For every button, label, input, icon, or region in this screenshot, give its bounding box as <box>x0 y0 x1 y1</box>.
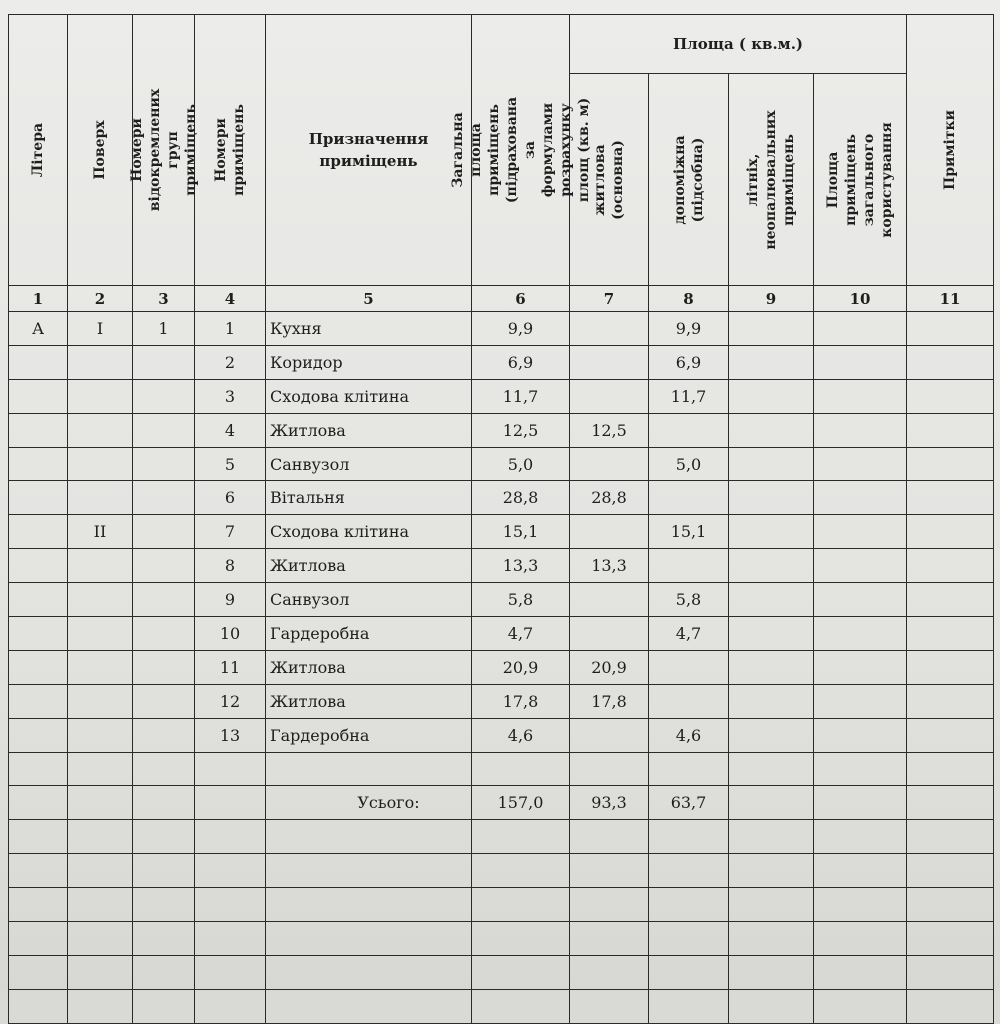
cell-empty <box>729 786 814 820</box>
cell-total: 5,0 <box>472 447 570 481</box>
cell-empty <box>729 549 814 583</box>
cell-empty <box>907 922 994 956</box>
cell-empty <box>729 922 814 956</box>
empty-row <box>9 922 994 956</box>
cell-num: 3 <box>195 379 266 413</box>
cell-empty <box>9 820 68 854</box>
cell-floor <box>68 481 133 515</box>
cell-empty <box>9 989 68 1023</box>
total-living: 93,3 <box>570 786 649 820</box>
cell-name: Гардеробна <box>266 617 472 651</box>
cell-empty <box>68 955 133 989</box>
cell-empty <box>133 752 195 786</box>
cell-empty <box>472 752 570 786</box>
empty-row <box>9 820 994 854</box>
cell-lit <box>9 515 68 549</box>
cell-empty <box>814 583 907 617</box>
cell-empty <box>649 989 729 1023</box>
cell-total: 4,7 <box>472 617 570 651</box>
cell-empty <box>195 752 266 786</box>
col-number: 7 <box>570 286 649 312</box>
header-total-area: Загальна площа приміщень (підрахована за формулами розрахунку площ (кв. м) <box>472 15 570 286</box>
cell-floor <box>68 549 133 583</box>
header-living: житлова (основна) <box>570 74 649 286</box>
cell-aux: 5,0 <box>649 447 729 481</box>
cell-empty <box>68 752 133 786</box>
cell-empty <box>814 379 907 413</box>
cell-living: 28,8 <box>570 481 649 515</box>
table-row <box>9 379 994 413</box>
cell-living <box>570 617 649 651</box>
cell-lit <box>9 345 68 379</box>
cell-num: 4 <box>195 413 266 447</box>
cell-empty <box>266 820 472 854</box>
cell-aux: 9,9 <box>649 312 729 346</box>
cell-empty <box>907 684 994 718</box>
header-purpose: Призначення приміщень <box>266 15 472 286</box>
cell-lit <box>9 684 68 718</box>
cell-empty <box>133 922 195 956</box>
cell-name: Гардеробна <box>266 718 472 752</box>
header-rooms: Номери приміщень <box>195 15 266 286</box>
cell-group <box>133 379 195 413</box>
cell-empty <box>472 989 570 1023</box>
cell-empty <box>472 820 570 854</box>
cell-empty <box>907 888 994 922</box>
cell-group <box>133 345 195 379</box>
cell-total: 11,7 <box>472 379 570 413</box>
cell-group: 1 <box>133 312 195 346</box>
cell-floor: I <box>68 312 133 346</box>
cell-empty <box>9 888 68 922</box>
cell-empty <box>814 345 907 379</box>
table-row <box>9 617 994 651</box>
cell-empty <box>729 650 814 684</box>
header-common: Площа приміщень загального користування <box>814 74 907 286</box>
cell-empty <box>729 312 814 346</box>
cell-empty <box>814 312 907 346</box>
cell-aux: 11,7 <box>649 379 729 413</box>
table-row <box>9 549 994 583</box>
cell-living: 13,3 <box>570 549 649 583</box>
cell-group <box>133 684 195 718</box>
cell-empty <box>133 955 195 989</box>
header-area-group: Площа ( кв.м.) <box>570 15 907 74</box>
column-number-row <box>9 286 994 312</box>
cell-total: 13,3 <box>472 549 570 583</box>
cell-aux <box>649 684 729 718</box>
cell-empty <box>133 888 195 922</box>
cell-empty <box>814 718 907 752</box>
col-number: 5 <box>266 286 472 312</box>
empty-row <box>9 955 994 989</box>
cell-empty <box>68 989 133 1023</box>
cell-lit <box>9 617 68 651</box>
cell-name: Коридор <box>266 345 472 379</box>
table-row <box>9 447 994 481</box>
cell-name: Житлова <box>266 549 472 583</box>
header-groups: Номери відокремлених груп приміщень <box>133 15 195 286</box>
cell-empty <box>907 447 994 481</box>
col-number: 1 <box>9 286 68 312</box>
cell-aux <box>649 549 729 583</box>
cell-floor <box>68 650 133 684</box>
cell-empty <box>729 447 814 481</box>
cell-lit <box>9 447 68 481</box>
cell-empty <box>729 379 814 413</box>
col-number: 6 <box>472 286 570 312</box>
cell-empty <box>729 345 814 379</box>
cell-empty <box>729 684 814 718</box>
cell-aux: 5,8 <box>649 583 729 617</box>
cell-total: 15,1 <box>472 515 570 549</box>
cell-empty <box>68 854 133 888</box>
cell-group <box>133 515 195 549</box>
cell-empty <box>907 786 994 820</box>
cell-empty <box>907 752 994 786</box>
table-row <box>9 684 994 718</box>
table-row <box>9 345 994 379</box>
empty-row <box>9 854 994 888</box>
cell-empty <box>195 786 266 820</box>
cell-empty <box>266 922 472 956</box>
cell-empty <box>472 854 570 888</box>
cell-empty <box>907 413 994 447</box>
cell-empty <box>814 820 907 854</box>
cell-group <box>133 617 195 651</box>
cell-group <box>133 583 195 617</box>
cell-living <box>570 345 649 379</box>
cell-empty <box>9 752 68 786</box>
cell-floor <box>68 684 133 718</box>
cell-empty <box>570 752 649 786</box>
cell-lit: А <box>9 312 68 346</box>
header-floor: Поверх <box>68 15 133 286</box>
cell-aux: 4,6 <box>649 718 729 752</box>
empty-row <box>9 989 994 1023</box>
cell-name: Кухня <box>266 312 472 346</box>
cell-empty <box>907 379 994 413</box>
cell-empty <box>907 549 994 583</box>
cell-num: 8 <box>195 549 266 583</box>
cell-empty <box>729 752 814 786</box>
cell-num: 11 <box>195 650 266 684</box>
cell-empty <box>729 583 814 617</box>
cell-aux: 4,7 <box>649 617 729 651</box>
col-number: 3 <box>133 286 195 312</box>
cell-aux <box>649 413 729 447</box>
cell-empty <box>907 854 994 888</box>
cell-aux <box>649 650 729 684</box>
total-aux: 63,7 <box>649 786 729 820</box>
cell-empty <box>729 820 814 854</box>
cell-living <box>570 583 649 617</box>
cell-floor <box>68 583 133 617</box>
cell-empty <box>814 888 907 922</box>
table-row <box>9 312 994 346</box>
cell-empty <box>729 413 814 447</box>
cell-empty <box>814 854 907 888</box>
cell-name: Житлова <box>266 413 472 447</box>
cell-living <box>570 447 649 481</box>
cell-lit <box>9 650 68 684</box>
cell-empty <box>814 549 907 583</box>
cell-num: 6 <box>195 481 266 515</box>
cell-total: 6,9 <box>472 345 570 379</box>
cell-living <box>570 379 649 413</box>
header-notes: Примітки <box>907 15 994 286</box>
cell-total: 4,6 <box>472 718 570 752</box>
cell-empty <box>907 515 994 549</box>
cell-empty <box>570 989 649 1023</box>
cell-empty <box>814 752 907 786</box>
cell-group <box>133 447 195 481</box>
cell-num: 5 <box>195 447 266 481</box>
col-number: 9 <box>729 286 814 312</box>
cell-floor <box>68 413 133 447</box>
cell-living <box>570 515 649 549</box>
cell-lit <box>9 413 68 447</box>
cell-empty <box>472 922 570 956</box>
cell-empty <box>133 854 195 888</box>
cell-empty <box>266 989 472 1023</box>
cell-num: 7 <box>195 515 266 549</box>
cell-empty <box>649 820 729 854</box>
cell-floor: II <box>68 515 133 549</box>
cell-aux: 6,9 <box>649 345 729 379</box>
cell-name: Санвузол <box>266 583 472 617</box>
cell-group <box>133 549 195 583</box>
table-row <box>9 413 994 447</box>
cell-floor <box>68 345 133 379</box>
cell-total: 12,5 <box>472 413 570 447</box>
cell-empty <box>266 955 472 989</box>
cell-empty <box>814 989 907 1023</box>
cell-empty <box>9 786 68 820</box>
col-number: 10 <box>814 286 907 312</box>
cell-empty <box>907 955 994 989</box>
cell-empty <box>907 312 994 346</box>
cell-empty <box>195 989 266 1023</box>
cell-empty <box>472 955 570 989</box>
cell-empty <box>570 820 649 854</box>
cell-empty <box>729 888 814 922</box>
cell-num: 9 <box>195 583 266 617</box>
cell-num: 13 <box>195 718 266 752</box>
cell-empty <box>649 752 729 786</box>
cell-empty <box>814 617 907 651</box>
cell-empty <box>195 888 266 922</box>
cell-lit <box>9 481 68 515</box>
cell-empty <box>907 718 994 752</box>
cell-empty <box>649 854 729 888</box>
cell-empty <box>68 922 133 956</box>
cell-total: 5,8 <box>472 583 570 617</box>
cell-total: 17,8 <box>472 684 570 718</box>
cell-empty <box>195 922 266 956</box>
cell-empty <box>68 820 133 854</box>
cell-empty <box>195 854 266 888</box>
cell-name: Житлова <box>266 684 472 718</box>
total-label: Усього: <box>266 786 472 820</box>
cell-empty <box>649 888 729 922</box>
cell-name: Вітальня <box>266 481 472 515</box>
cell-lit <box>9 583 68 617</box>
cell-empty <box>570 854 649 888</box>
room-area-table <box>8 14 994 1024</box>
cell-floor <box>68 718 133 752</box>
cell-total: 9,9 <box>472 312 570 346</box>
cell-lit <box>9 379 68 413</box>
cell-living: 20,9 <box>570 650 649 684</box>
cell-group <box>133 650 195 684</box>
cell-empty <box>814 922 907 956</box>
cell-total: 20,9 <box>472 650 570 684</box>
cell-living: 12,5 <box>570 413 649 447</box>
cell-empty <box>266 888 472 922</box>
cell-living: 17,8 <box>570 684 649 718</box>
col-number: 4 <box>195 286 266 312</box>
cell-floor <box>68 379 133 413</box>
cell-empty <box>9 854 68 888</box>
cell-empty <box>907 481 994 515</box>
cell-empty <box>472 888 570 922</box>
cell-empty <box>729 989 814 1023</box>
cell-total: 28,8 <box>472 481 570 515</box>
cell-living <box>570 312 649 346</box>
cell-aux <box>649 481 729 515</box>
cell-empty <box>907 617 994 651</box>
cell-num: 12 <box>195 684 266 718</box>
cell-group <box>133 481 195 515</box>
cell-empty <box>729 515 814 549</box>
cell-empty <box>907 989 994 1023</box>
table-row <box>9 481 994 515</box>
total-row <box>9 786 994 820</box>
cell-floor <box>68 617 133 651</box>
table-row <box>9 650 994 684</box>
cell-empty <box>729 718 814 752</box>
cell-empty <box>814 650 907 684</box>
cell-empty <box>649 922 729 956</box>
col-number: 8 <box>649 286 729 312</box>
cell-floor <box>68 447 133 481</box>
cell-empty <box>814 786 907 820</box>
total-total: 157,0 <box>472 786 570 820</box>
empty-row <box>9 888 994 922</box>
col-number: 2 <box>68 286 133 312</box>
cell-empty <box>907 650 994 684</box>
cell-empty <box>729 481 814 515</box>
cell-empty <box>195 820 266 854</box>
cell-empty <box>729 617 814 651</box>
cell-group <box>133 413 195 447</box>
cell-empty <box>266 752 472 786</box>
cell-empty <box>570 888 649 922</box>
cell-name: Сходова клітина <box>266 379 472 413</box>
table-row <box>9 583 994 617</box>
cell-empty <box>814 515 907 549</box>
cell-empty <box>133 786 195 820</box>
cell-empty <box>266 854 472 888</box>
table-row <box>9 718 994 752</box>
cell-empty <box>133 989 195 1023</box>
cell-empty <box>133 820 195 854</box>
cell-empty <box>649 955 729 989</box>
cell-name: Житлова <box>266 650 472 684</box>
cell-empty <box>907 820 994 854</box>
cell-num: 2 <box>195 345 266 379</box>
cell-lit <box>9 549 68 583</box>
col-number: 11 <box>907 286 994 312</box>
cell-empty <box>729 955 814 989</box>
cell-empty <box>729 854 814 888</box>
cell-empty <box>570 955 649 989</box>
cell-group <box>133 718 195 752</box>
cell-empty <box>907 345 994 379</box>
cell-living <box>570 718 649 752</box>
cell-name: Санвузол <box>266 447 472 481</box>
header-aux: допоміжна (підсобна) <box>649 74 729 286</box>
cell-num: 1 <box>195 312 266 346</box>
cell-num: 10 <box>195 617 266 651</box>
cell-aux: 15,1 <box>649 515 729 549</box>
header-summer: літніх, неопалювальних приміщень <box>729 74 814 286</box>
cell-empty <box>907 583 994 617</box>
cell-empty <box>9 922 68 956</box>
cell-empty <box>68 786 133 820</box>
header-litera: Літера <box>9 15 68 286</box>
cell-empty <box>195 955 266 989</box>
cell-empty <box>814 955 907 989</box>
cell-empty <box>9 955 68 989</box>
cell-name: Сходова клітина <box>266 515 472 549</box>
cell-empty <box>814 413 907 447</box>
cell-lit <box>9 718 68 752</box>
cell-empty <box>814 447 907 481</box>
table-row <box>9 515 994 549</box>
cell-empty <box>68 888 133 922</box>
empty-row <box>9 752 994 786</box>
cell-empty <box>814 481 907 515</box>
cell-empty <box>570 922 649 956</box>
cell-empty <box>814 684 907 718</box>
